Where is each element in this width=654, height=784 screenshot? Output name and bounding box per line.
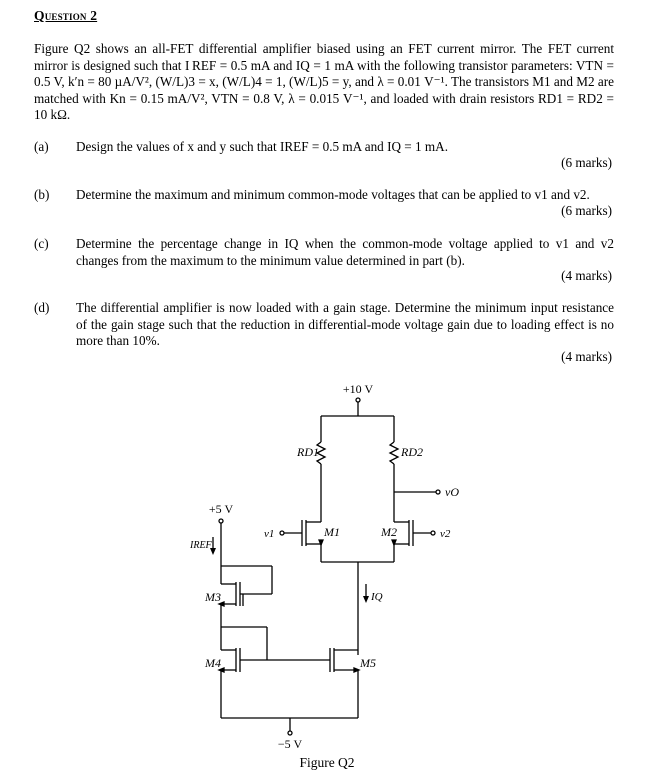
- vplus5-node: [210, 519, 223, 584]
- v2-label: v2: [440, 528, 451, 540]
- figure-caption: Figure Q2: [299, 755, 355, 770]
- m1-label: M1: [324, 525, 340, 539]
- vdd-node: [321, 398, 394, 442]
- problem-intro: Figure Q2 shows an all-FET differential amplifier biased using an FET current mirror. The FET current mirror is designed such that I REF = 0.5 mA and IQ = 1 mA with the following transistor parameters: VTN = 0.5 V, k′n = 80 µA/V², (W/L)3 = x, (W/L)4 = 1, (W/L)5 = y, and λ = 0.01 V⁻¹. The transistors M1 and M2 are matched with Kn = 0.15 mA/V², VTN = 0.8 V, λ = 0.015 V⁻¹, and loaded with drain resistors RD1 = RD2 = 10 kΩ.: [34, 41, 614, 122]
- vss-label: −5 V: [277, 737, 303, 751]
- m3-label: M3: [205, 590, 221, 604]
- question-d-label: (d): [34, 300, 50, 315]
- m3-transistor: [219, 566, 272, 627]
- question-c-label: (c): [34, 236, 49, 251]
- question-c-text: Determine the percentage change in IQ when the common-mode voltage applied to v1 and v2 changes from the maximum to the minimum value determined in part (b).: [76, 236, 614, 268]
- m5-transistor: [330, 648, 359, 718]
- question-c-marks: (4 marks): [561, 268, 612, 283]
- m4-label: M4: [205, 656, 221, 670]
- m4-transistor: [219, 627, 330, 718]
- vdd-label: +10 V: [342, 382, 374, 396]
- question-a-text: Design the values of x and y such that IREF = 0.5 mA and IQ = 1 mA.: [76, 139, 448, 154]
- m2-transistor: [392, 520, 435, 562]
- question-b-label: (b): [34, 187, 50, 202]
- iref-label: IREF: [190, 540, 212, 551]
- m1-transistor: [280, 520, 323, 562]
- vplus5-label: +5 V: [208, 502, 234, 516]
- question-b-text: Determine the maximum and minimum common-mode voltages that can be applied to v1 and v2.: [76, 187, 590, 202]
- rd1-label: RD1: [297, 445, 319, 459]
- vss-node: [221, 718, 358, 735]
- rd2-label: RD2: [401, 445, 423, 459]
- question-d-text: The differential amplifier is now loaded with a gain stage. Determine the minimum input resistance of the gain stage such that the reduction in differential-mode voltage gain due to loading effect is no more than 10%.: [76, 300, 614, 348]
- question-title: Question 2: [34, 8, 98, 23]
- question-a-label: (a): [34, 139, 49, 154]
- m2-label: M2: [381, 525, 397, 539]
- vo-label: vO: [445, 485, 459, 499]
- iq-label: IQ: [371, 591, 383, 603]
- m5-label: M5: [360, 656, 376, 670]
- question-b-marks: (6 marks): [561, 203, 612, 218]
- v1-label: v1: [264, 528, 275, 540]
- rd2-resistor: [390, 442, 398, 464]
- question-a-marks: (6 marks): [561, 155, 612, 170]
- question-d-marks: (4 marks): [561, 349, 612, 364]
